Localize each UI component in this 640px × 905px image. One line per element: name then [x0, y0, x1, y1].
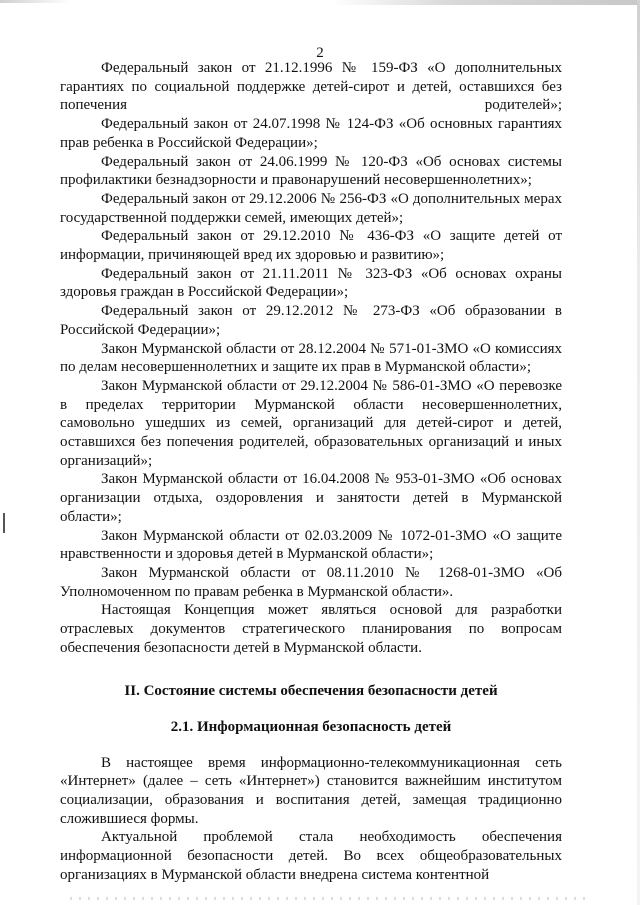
body-paragraph: В настоящее время информационно-телекоммуникационная сеть «Интернет» (далее – сеть «Интернет») становится важнейшим институтом социализации, образования и воспитания детей, замещая традиционно сложившиеся формы. — [60, 754, 562, 827]
body-paragraph: Актуальной проблемой стала необходимость обеспечения информационной безопасности детей. Во всех общеобразовательных организациях в Мурманской области внедрена система контентной — [60, 829, 562, 883]
law-reference-paragraph: Федеральный закон от 21.12.1996 № 159-ФЗ «О дополнительных гарантиях по социальной поддержке детей-сирот и детей, оставшихся без попечения родителей»; — [60, 60, 562, 114]
document-body — [60, 59, 562, 884]
section-heading: II. Состояние системы обеспечения безопасности детей — [124, 682, 498, 699]
law-reference-paragraph: Закон Мурманской области от 02.03.2009 № 1072-01-ЗМО «О защите нравственности и здоровья детей в Мурманской области»; — [60, 527, 562, 563]
scan-edge-shadow — [0, 0, 70, 3]
law-reference-paragraph: Федеральный закон от 21.11.2011 № 323-ФЗ «Об основах охраны здоровья граждан в Российской Федерации»; — [60, 265, 562, 301]
scan-edge-shadow — [330, 0, 640, 5]
law-reference-paragraph: Федеральный закон от 29.12.2006 № 256-ФЗ «О дополнительных мерах государственной поддержки семей, имеющих детей»; — [60, 190, 562, 226]
law-reference-paragraph: Закон Мурманской области от 28.12.2004 № 571-01-ЗМО «О комиссиях по делам несовершеннолетних и защите их прав в Мурманской области»; — [60, 340, 562, 376]
law-reference-paragraph: Закон Мурманской области от 16.04.2008 № 953-01-ЗМО «Об основах организации отдыха, оздоровления и занятости детей в Мурманской области»; — [60, 471, 562, 525]
law-reference-paragraph: Закон Мурманской области от 29.12.2004 № 586-01-ЗМО «О перевозке в пределах территории Мурманской области несовершеннолетних, самовольно ушедших из семей, организаций для детей-сирот и детей, оставшихся без попечения родителей, образовательных организаций и иных организаций»; — [60, 377, 562, 469]
scan-artifact — [70, 897, 590, 900]
law-reference-paragraph: Закон Мурманской области от 08.11.2010 № 1268-01-ЗМО «Об Уполномоченном по правам ребенка в Мурманской области». — [60, 564, 562, 600]
concept-basis-paragraph: Настоящая Концепция может являться основой для разработки отраслевых документов стратегического планирования по вопросам обеспечения безопасности детей в Мурманской области. — [60, 602, 562, 656]
binder-mark — [3, 513, 5, 533]
law-reference-paragraph: Федеральный закон от 24.06.1999 № 120-ФЗ «Об основах системы профилактики безнадзорности и правонарушений несовершеннолетних»; — [60, 153, 562, 189]
law-reference-paragraph: Федеральный закон от 29.12.2012 № 273-ФЗ «Об образовании в Российской Федерации»; — [60, 303, 562, 338]
page-number: 2 — [316, 45, 324, 61]
law-reference-paragraph: Федеральный закон от 29.12.2010 № 436-ФЗ «О защите детей от информации, причиняющей вред их здоровью и развитию»; — [60, 228, 562, 264]
subsection-heading: 2.1. Информационная безопасность детей — [170, 718, 452, 735]
law-reference-paragraph: Федеральный закон от 24.07.1998 № 124-ФЗ «Об основных гарантиях прав ребенка в Российской Федерации»; — [60, 116, 562, 151]
